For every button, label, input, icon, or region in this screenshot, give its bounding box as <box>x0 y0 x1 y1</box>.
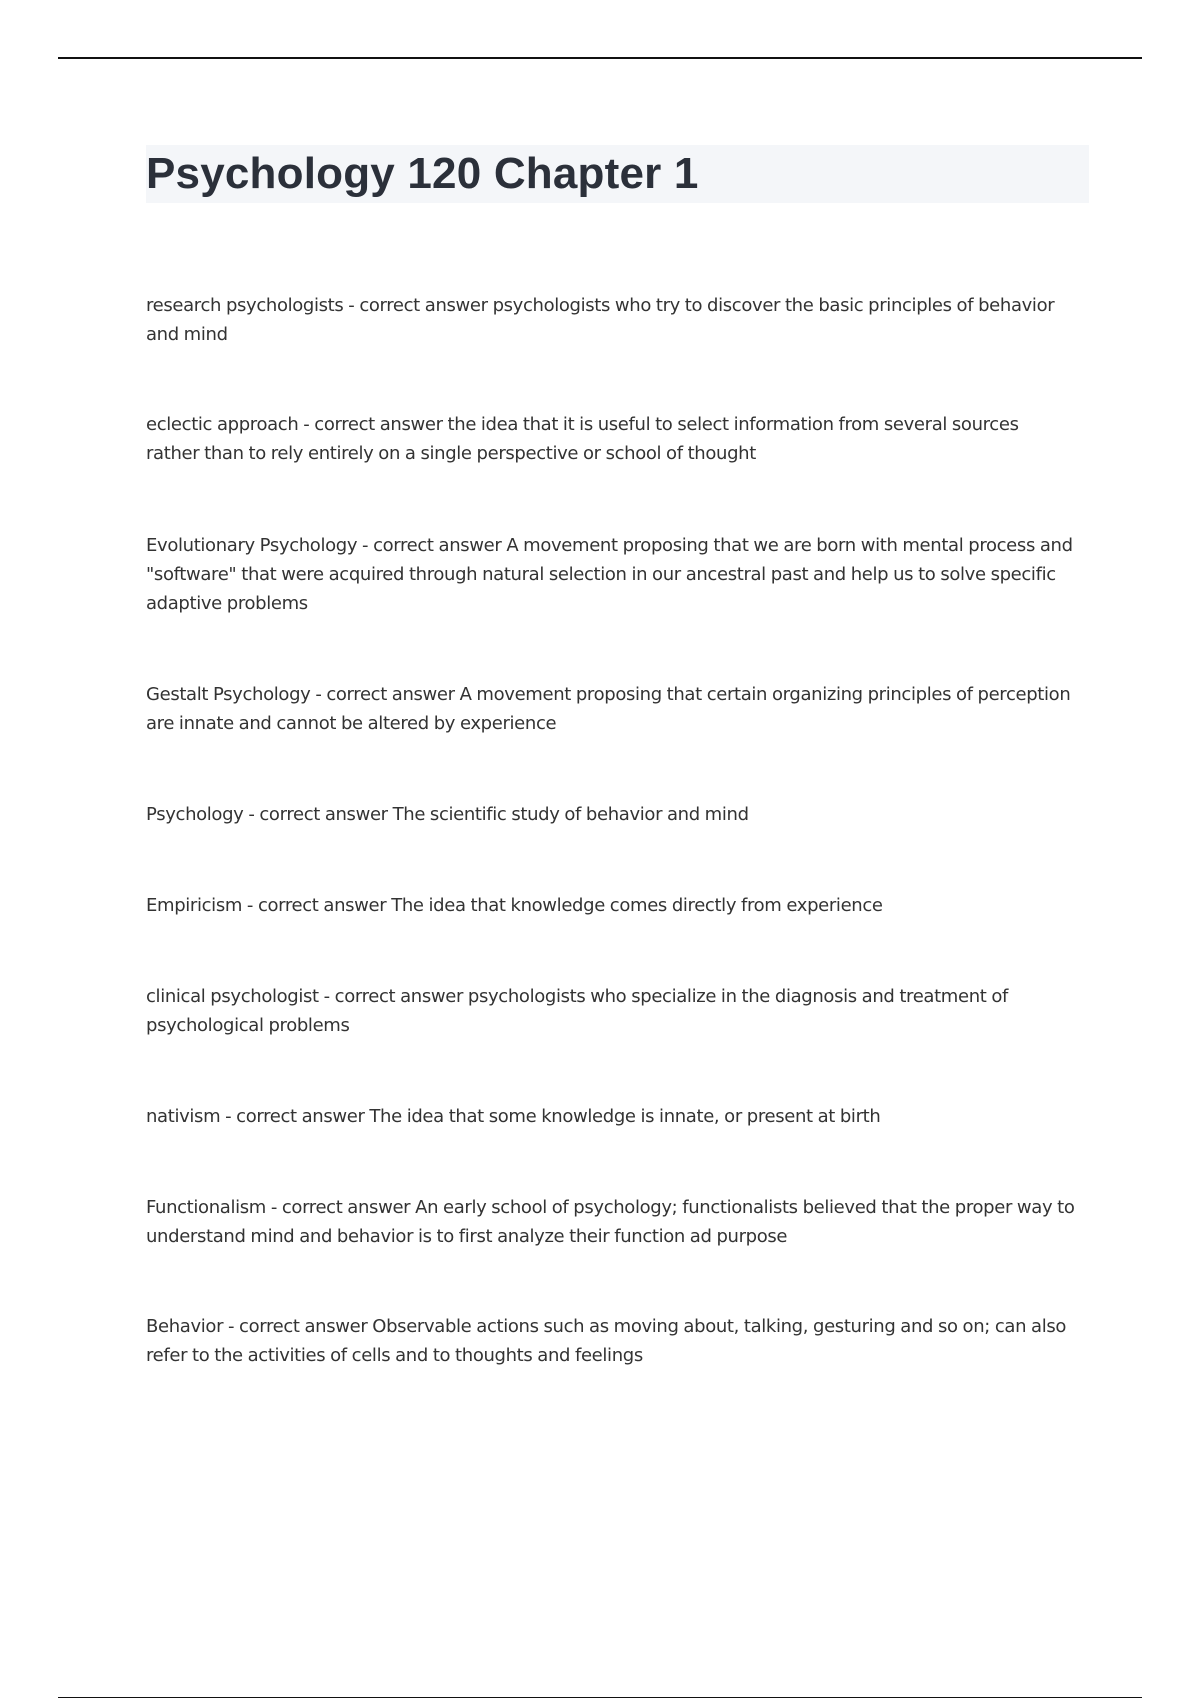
entry-definition: A movement proposing that we are born with mental process and "software" that were acquired through natural selection in our ancestral past and help us to solve specific adaptive problems <box>146 535 1073 614</box>
entry-term: eclectic approach - <box>146 414 314 435</box>
flashcard-entry <box>146 1193 1076 1251</box>
entry-definition: An early school of psychology; functionalists believed that the proper way to understand mind and behavior is to first analyze their function ad purpose <box>146 1197 1075 1247</box>
answer-label: correct answer <box>281 1197 411 1218</box>
bottom-rule <box>58 1697 1142 1698</box>
answer-label: correct answer <box>239 1316 368 1337</box>
answer-label: correct answer <box>259 804 388 825</box>
flashcard-entry <box>146 1312 1076 1370</box>
entry-term: nativism - <box>146 1106 236 1127</box>
flashcard-entry <box>146 680 1076 738</box>
entry-definition: A movement proposing that certain organizing principles of perception are innate and cannot be altered by experience <box>146 684 1071 734</box>
entry-definition: psychologists who specialize in the diagnosis and treatment of psychological problems <box>146 986 1009 1036</box>
entry-definition: the idea that it is useful to select information from several sources rather than to rely entirely on a single perspective or school of thought <box>146 414 1019 464</box>
flashcard-entry <box>146 982 1076 1040</box>
answer-label: correct answer <box>359 295 488 316</box>
entry-definition: The scientific study of behavior and mind <box>392 804 749 825</box>
entry-term: clinical psychologist - <box>146 986 335 1007</box>
entry-definition: The idea that some knowledge is innate, or present at birth <box>369 1106 881 1127</box>
flashcard-entry <box>146 800 1076 829</box>
flashcard-entry <box>146 531 1076 618</box>
entry-term: Evolutionary Psychology - <box>146 535 373 556</box>
flashcard-entry <box>146 1102 1076 1131</box>
top-rule <box>58 57 1142 59</box>
answer-label: correct answer <box>373 535 502 556</box>
answer-label: correct answer <box>236 1106 365 1127</box>
entry-term: Empiricism - <box>146 895 258 916</box>
flashcard-entry <box>146 410 1076 468</box>
entry-term: Gestalt Psychology - <box>146 684 326 705</box>
page-title: Psychology 120 Chapter 1 <box>146 149 699 198</box>
answer-label: correct answer <box>334 986 464 1007</box>
flashcard-entry <box>146 291 1076 349</box>
entry-definition: The idea that knowledge comes directly from experience <box>391 895 883 916</box>
entry-definition: Observable actions such as moving about, talking, gesturing and so on; can also refer to the activities of cells and to thoughts and feelings <box>146 1316 1067 1366</box>
entry-term: Functionalism - <box>146 1197 282 1218</box>
entry-definition: psychologists who try to discover the basic principles of behavior and mind <box>146 295 1055 345</box>
answer-label: correct answer <box>314 414 443 435</box>
answer-label: correct answer <box>326 684 455 705</box>
entry-term: research psychologists - <box>146 295 359 316</box>
answer-label: correct answer <box>257 895 387 916</box>
entry-term: Behavior - <box>146 1316 239 1337</box>
flashcard-entry <box>146 891 1076 920</box>
entry-term: Psychology - <box>146 804 259 825</box>
